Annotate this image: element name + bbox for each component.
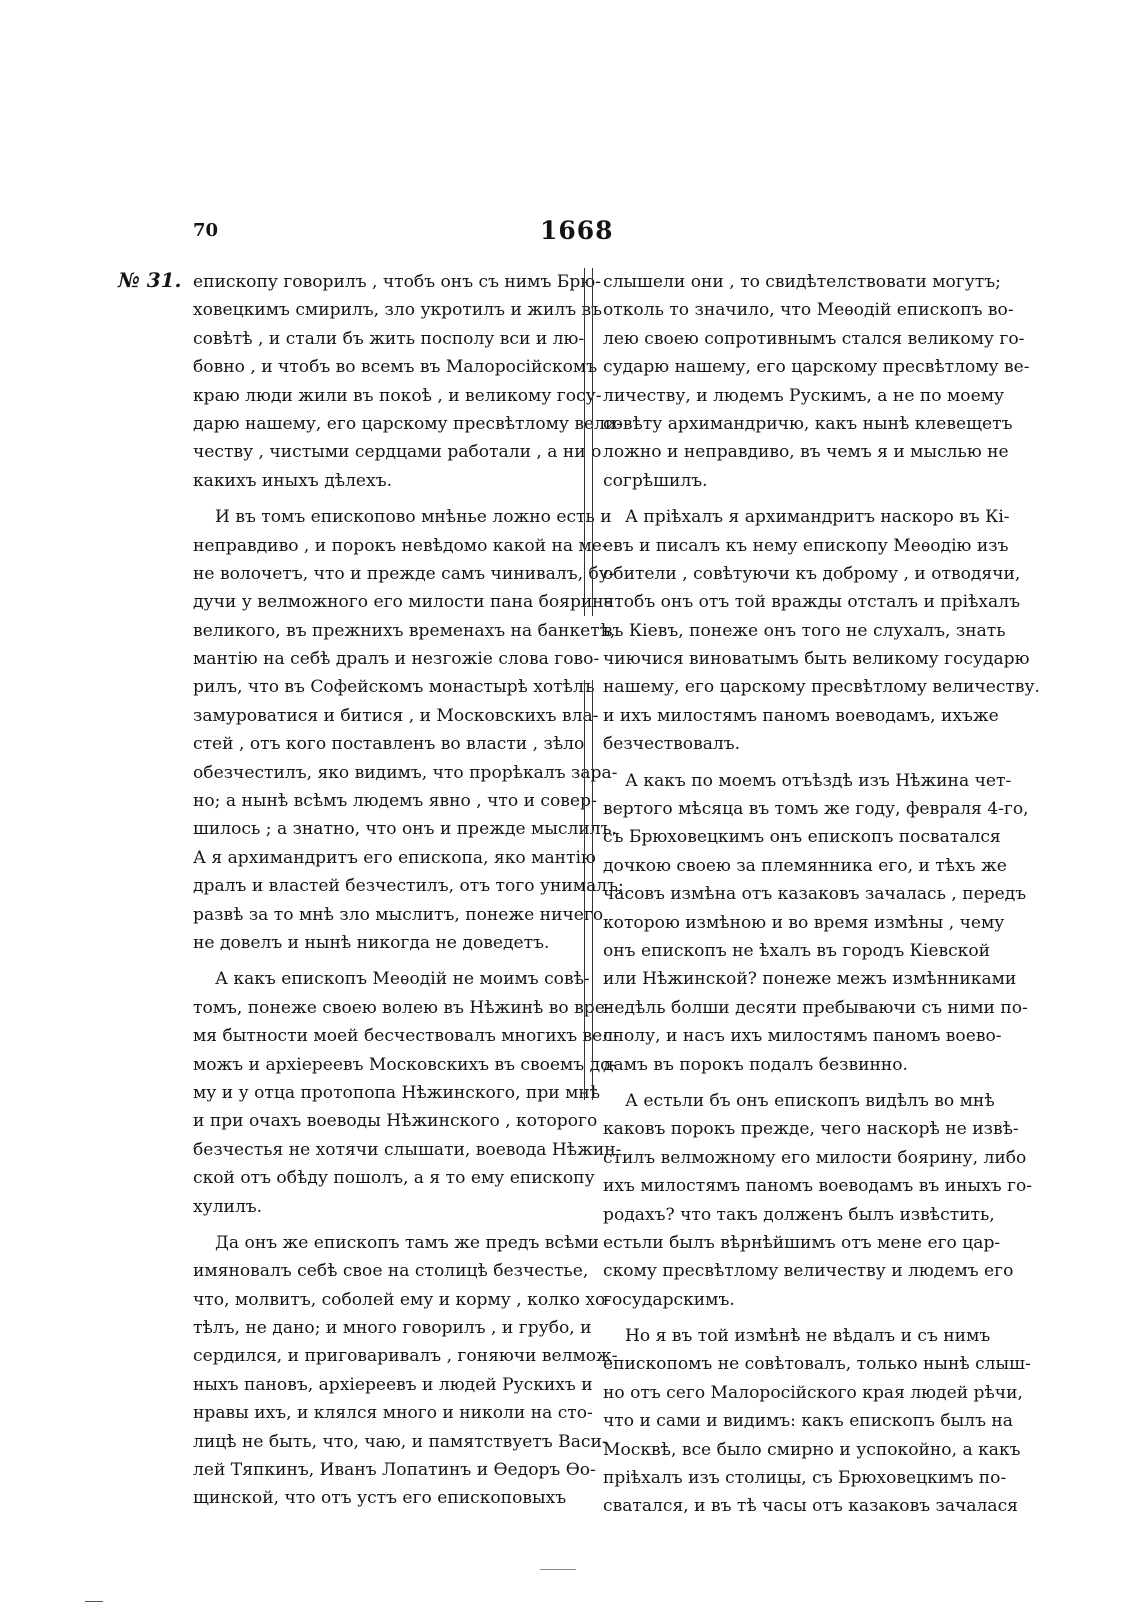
text-line: каковъ порокъ прежде, чего наскорѣ не извѣ- <box>603 1119 1019 1140</box>
text-line: развѣ за то мнѣ зло мыслитъ, понеже ничего <box>193 904 604 925</box>
text-line: согрѣшилъ. <box>603 470 708 491</box>
text-line: скому пресвѣтлому величеству и людемъ его <box>603 1261 1014 1282</box>
text-line: дочкою своею за племянника его, и тѣхъ же <box>603 855 1007 876</box>
text-line: ложно и неправдиво, въ чемъ я и мыслью не <box>603 442 1009 463</box>
text-line: безчестья не хотячи слышати, воевода Нѣжин- <box>193 1139 622 1160</box>
text-line: хулилъ. <box>193 1196 263 1217</box>
text-line: съ Брюховецкимъ онъ епископъ посватался <box>603 827 1001 848</box>
text-line: епископомъ не совѣтовалъ, только нынѣ слыш- <box>603 1354 1031 1375</box>
text-line: ховецкимъ смирилъ, зло укротилъ и жилъ въ <box>193 300 603 321</box>
text-line: совѣту архимандричю, какъ нынѣ клевещетъ <box>603 413 1013 434</box>
text-line: рилъ, что въ Софейскомъ монастырѣ хотѣлъ <box>193 677 595 698</box>
text-line: неправдиво , и порокъ невѣдомо какой на ме- <box>193 535 608 556</box>
text-line: Да онъ же епископъ тамъ же предъ всѣми <box>215 1232 599 1253</box>
text-line: ской отъ обѣду пошолъ, а я то ему епископу <box>193 1168 595 1189</box>
text-line: онъ епископъ не ѣхалъ въ городъ Кіевской <box>603 940 991 961</box>
text-line: ихъ милостямъ паномъ воеводамъ въ иныхъ го- <box>603 1176 1033 1197</box>
text-line: можъ и архіереевъ Московскихъ въ своемъ до- <box>193 1054 617 1075</box>
text-line: не довелъ и нынѣ никогда не доведетъ. <box>193 932 550 953</box>
text-line: сватался, и въ тѣ часы отъ казаковъ зачалася <box>603 1496 1018 1517</box>
text-line: личеству, и людемъ Рускимъ, а не по моему <box>603 385 1005 406</box>
text-line: Москвѣ, все было смирно и успокойно, а какъ <box>603 1439 1021 1460</box>
paragraph <box>603 503 1040 759</box>
document-number: № 31. <box>118 268 182 292</box>
text-line: И въ томъ епископово мнѣнье ложно есть и <box>215 507 612 528</box>
paragraph <box>603 1322 1031 1521</box>
paragraph <box>603 767 1029 1079</box>
text-line: сударю нашему, его царскому пресвѣтлому ве- <box>603 357 1030 378</box>
paragraph <box>603 1087 1033 1314</box>
text-line: отколь то значило, что Меѳодій епископъ во- <box>603 300 1014 321</box>
text-line: чиючися виноватымъ быть великому государю <box>603 649 1030 670</box>
page-number: 70 <box>193 220 219 241</box>
text-line: но отъ сего Малоросійского края людей рѣчи, <box>603 1382 1023 1403</box>
text-line: лицѣ не быть, что, чаю, и памятствуетъ Васи- <box>193 1431 608 1452</box>
text-line: но; а нынѣ всѣмъ людемъ явно , что и совер- <box>193 791 597 812</box>
text-line: въ Кіевъ, понеже онъ того не слухалъ, знать <box>603 620 1006 641</box>
text-line: дарю нашему, его царскому пресвѣтлому вели- <box>193 413 623 434</box>
text-line: что и сами и видимъ: какъ епископъ былъ на <box>603 1411 1013 1432</box>
text-line: му и у отца протопопа Нѣжинского, при мнѣ <box>193 1082 601 1103</box>
text-line: естьли былъ вѣрнѣйшимъ отъ мене его цар- <box>603 1232 1001 1253</box>
text-line: тѣлъ, не дано; и много говорилъ , и грубо, и <box>193 1318 592 1339</box>
text-line: стилъ велможному его милости боярину, либо <box>603 1147 1027 1168</box>
column-divider <box>584 268 593 616</box>
text-line: обезчестилъ, яко видимъ, что прорѣкалъ зара- <box>193 762 618 783</box>
text-line: вертого мѣсяца въ томъ же году, февраля 4-го, <box>603 799 1029 820</box>
text-line: нашему, его царскому пресвѣтлому величеству. <box>603 677 1040 698</box>
text-line: Но я въ той измѣнѣ не вѣдалъ и съ нимъ <box>625 1326 991 1347</box>
corner-mark <box>85 1601 103 1602</box>
text-line: или Нѣжинской? понеже межъ измѣнниками <box>603 969 1017 990</box>
text-line: сполу, и насъ ихъ милостямъ паномъ воево- <box>603 1026 1002 1047</box>
text-line: краю люди жили въ покоѣ , и великому госу- <box>193 385 602 406</box>
text-line: дамъ въ порокъ подалъ безвинно. <box>603 1054 908 1075</box>
text-line: имяновалъ себѣ свое на столицѣ безчестье, <box>193 1261 589 1282</box>
paragraph <box>603 268 1030 495</box>
text-line: замуроватися и битися , и Московскихъ вла- <box>193 705 599 726</box>
text-line: чтобъ онъ отъ той вражды отсталъ и пріѣхалъ <box>603 592 1020 613</box>
text-line: стей , отъ кого поставленъ во власти , зѣло <box>193 734 585 755</box>
text-line: которою измѣною и во время измѣны , чему <box>603 912 1005 933</box>
text-line: дралъ и властей безчестилъ, отъ того унималъ; <box>193 876 624 897</box>
text-line: не волочетъ, что и прежде самъ чинивалъ, бу- <box>193 563 615 584</box>
text-line: епископу говорилъ , чтобъ онъ съ нимъ Брю- <box>193 272 601 292</box>
text-line: евъ и писалъ къ нему епископу Меѳодію изъ <box>603 535 1009 556</box>
text-line: нравы ихъ, и клялся много и николи на сто- <box>193 1403 593 1424</box>
column-divider <box>584 680 593 1100</box>
paragraph <box>193 268 623 495</box>
text-line: часовъ измѣна отъ казаковъ зачалась , передъ <box>603 884 1027 905</box>
text-line: совѣтѣ , и стали бъ жить посполу вси и лю- <box>193 328 585 349</box>
text-line: А какъ епископъ Меѳодій не моимъ совѣ- <box>215 969 590 990</box>
text-line: и при очахъ воеводы Нѣжинского , которого <box>193 1111 598 1132</box>
paragraph <box>193 1229 618 1513</box>
text-line: недѣль болши десяти пребываючи съ ними по- <box>603 997 1028 1018</box>
paragraph <box>193 965 622 1221</box>
text-line: великого, въ прежнихъ временахъ на банкетѣ, <box>193 620 616 641</box>
text-line: дучи у велможного его милости пана боярина <box>193 592 614 613</box>
text-line: какихъ иныхъ дѣлехъ. <box>193 470 392 491</box>
text-line: лею своею сопротивнымъ стался великому го- <box>603 328 1025 349</box>
text-line: и ихъ милостямъ паномъ воеводамъ, ихъже <box>603 705 999 726</box>
bottom-mark <box>540 1569 576 1570</box>
text-line: государскимъ. <box>603 1289 735 1310</box>
text-line: лей Тяпкинъ, Иванъ Лопатинъ и Ѳедоръ Ѳо- <box>193 1460 596 1481</box>
text-line: мантію на себѣ дралъ и незгожіе слова гово- <box>193 649 600 670</box>
text-line: мя бытности моей бесчествовалъ многихъ вел- <box>193 1026 619 1047</box>
text-line: щинской, что отъ устъ его епископовыхъ <box>193 1488 567 1509</box>
column-left <box>193 268 624 1513</box>
text-line: честву , чистыми сердцами работали , а ни о <box>193 442 602 463</box>
paragraph <box>193 503 624 957</box>
text-line: безчествовалъ. <box>603 734 741 755</box>
text-line: что, молвитъ, соболей ему и корму , колко хо- <box>193 1289 612 1310</box>
text-line: А пріѣхалъ я архимандритъ наскоро въ Кі- <box>625 507 1010 528</box>
text-line: А я архимандритъ его епископа, яко мантію <box>193 847 596 868</box>
text-line: обители , совѣтуючи къ доброму , и отводячи, <box>603 563 1021 584</box>
text-line: А естьли бъ онъ епископъ видѣлъ во мнѣ <box>625 1090 995 1111</box>
text-line: бовно , и чтобъ во всемъ въ Малоросійскомъ <box>193 357 598 378</box>
page-year: 1668 <box>540 216 614 245</box>
text-line: родахъ? что такъ долженъ былъ извѣстить, <box>603 1204 995 1225</box>
text-line: слышели они , то свидѣтелствовати могутъ; <box>603 272 1001 292</box>
text-line: сердился, и приговаривалъ , гоняючи велмож- <box>193 1346 618 1367</box>
text-line: томъ, понеже своею волею въ Нѣжинѣ во вре- <box>193 997 611 1018</box>
column-right <box>603 268 1040 1521</box>
text-line: шилось ; а знатно, что онъ и прежде мыслилъ. <box>193 819 617 840</box>
text-line: ныхъ пановъ, архіереевъ и людей Рускихъ и <box>193 1374 593 1395</box>
text-line: пріѣхалъ изъ столицы, съ Брюховецкимъ по- <box>603 1468 1007 1489</box>
text-line: А какъ по моемъ отъѣздѣ изъ Нѣжина чет- <box>625 770 1012 791</box>
